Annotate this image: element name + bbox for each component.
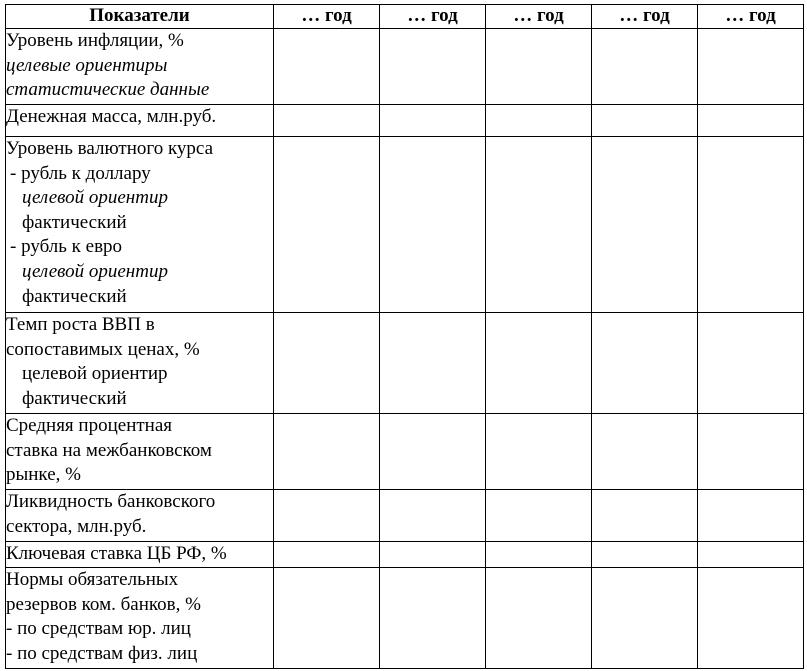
value-cell bbox=[380, 105, 486, 137]
value-cell bbox=[274, 490, 380, 542]
table-row-inflation bbox=[6, 29, 804, 105]
value-cell bbox=[486, 313, 592, 414]
indicator-title: Нормы обязательных bbox=[6, 569, 179, 590]
indicator-title: Денежная масса, млн.руб. bbox=[6, 106, 217, 127]
indicator-cell-money-supply bbox=[6, 105, 274, 137]
value-cell bbox=[592, 414, 698, 490]
indicator-title: Средняя процентная bbox=[6, 415, 172, 436]
value-cell bbox=[592, 490, 698, 542]
value-cell bbox=[592, 542, 698, 568]
indicator-subline: целевой ориентир bbox=[22, 260, 168, 282]
value-cell bbox=[380, 542, 486, 568]
indicator-title: рынке, % bbox=[6, 464, 81, 486]
value-cell bbox=[698, 313, 804, 414]
indicator-subline: целевой ориентир bbox=[22, 187, 168, 209]
value-cell bbox=[592, 137, 698, 313]
header-row bbox=[6, 5, 804, 29]
indicator-cell-interbank-rate bbox=[6, 414, 274, 490]
header-year-3: … год bbox=[486, 5, 592, 29]
value-cell bbox=[380, 137, 486, 313]
value-cell bbox=[274, 568, 380, 669]
header-year-4: … год bbox=[592, 5, 698, 29]
value-cell bbox=[380, 568, 486, 669]
value-cell bbox=[274, 313, 380, 414]
header-year-5: … год bbox=[698, 5, 804, 29]
value-cell bbox=[486, 490, 592, 542]
value-cell bbox=[486, 137, 592, 313]
value-cell bbox=[486, 29, 592, 105]
indicator-subline: - рубль к доллару bbox=[10, 162, 151, 184]
value-cell bbox=[486, 105, 592, 137]
value-cell bbox=[486, 542, 592, 568]
value-cell bbox=[698, 542, 804, 568]
value-cell bbox=[698, 29, 804, 105]
value-cell bbox=[380, 414, 486, 490]
indicator-title: Ликвидность банковского bbox=[6, 491, 216, 512]
indicator-subline: статистические данные bbox=[6, 79, 210, 101]
value-cell bbox=[592, 568, 698, 669]
indicator-title: Ключевая ставка ЦБ РФ, % bbox=[6, 543, 227, 564]
value-cell bbox=[274, 542, 380, 568]
indicator-subline: - по средствам юр. лиц bbox=[6, 618, 191, 640]
header-year-1: … год bbox=[274, 5, 380, 29]
value-cell bbox=[592, 313, 698, 414]
value-cell bbox=[274, 414, 380, 490]
value-cell bbox=[698, 568, 804, 669]
indicator-cell-reserve-requirements bbox=[6, 568, 274, 669]
value-cell bbox=[592, 29, 698, 105]
indicator-cell-exchange-rate bbox=[6, 137, 274, 313]
indicator-subline: фактический bbox=[22, 211, 127, 233]
value-cell bbox=[698, 490, 804, 542]
indicators-table bbox=[5, 4, 804, 669]
table-row-money-supply bbox=[6, 105, 804, 137]
table-row-exchange-rate bbox=[6, 137, 804, 313]
table-row-liquidity bbox=[6, 490, 804, 542]
value-cell bbox=[274, 29, 380, 105]
indicator-cell-inflation bbox=[6, 29, 274, 105]
indicator-cell-gdp-growth bbox=[6, 313, 274, 414]
indicator-subline: целевые ориентиры bbox=[6, 54, 168, 76]
value-cell bbox=[274, 137, 380, 313]
value-cell bbox=[486, 414, 592, 490]
value-cell bbox=[698, 105, 804, 137]
indicator-subline: фактический bbox=[22, 387, 127, 409]
indicator-title: Уровень инфляции, % bbox=[6, 30, 184, 51]
value-cell bbox=[592, 105, 698, 137]
indicator-title: Уровень валютного курса bbox=[6, 138, 214, 159]
value-cell bbox=[380, 490, 486, 542]
table-row-reserve-requirements bbox=[6, 568, 804, 669]
value-cell bbox=[486, 568, 592, 669]
indicator-subline: - рубль к евро bbox=[10, 236, 123, 258]
indicator-title: ставка на межбанковском bbox=[6, 439, 212, 461]
value-cell bbox=[698, 414, 804, 490]
indicator-subline: фактический bbox=[22, 285, 127, 307]
table-row-gdp-growth bbox=[6, 313, 804, 414]
indicator-title: Темп роста ВВП в bbox=[6, 314, 155, 335]
table-row-key-rate bbox=[6, 542, 804, 568]
indicator-cell-key-rate bbox=[6, 542, 274, 568]
table-row-interbank-rate bbox=[6, 414, 804, 490]
value-cell bbox=[380, 313, 486, 414]
indicator-title: сопоставимых ценах, % bbox=[6, 338, 200, 360]
indicator-title: сектора, млн.руб. bbox=[6, 515, 147, 537]
value-cell bbox=[380, 29, 486, 105]
value-cell bbox=[698, 137, 804, 313]
header-year-2: … год bbox=[380, 5, 486, 29]
indicator-cell-liquidity bbox=[6, 490, 274, 542]
indicator-title: резервов ком. банков, % bbox=[6, 593, 201, 615]
indicator-subline: целевой ориентир bbox=[22, 363, 168, 385]
header-indicators: Показатели bbox=[6, 5, 274, 29]
value-cell bbox=[274, 105, 380, 137]
indicator-subline: - по средствам физ. лиц bbox=[6, 642, 198, 664]
